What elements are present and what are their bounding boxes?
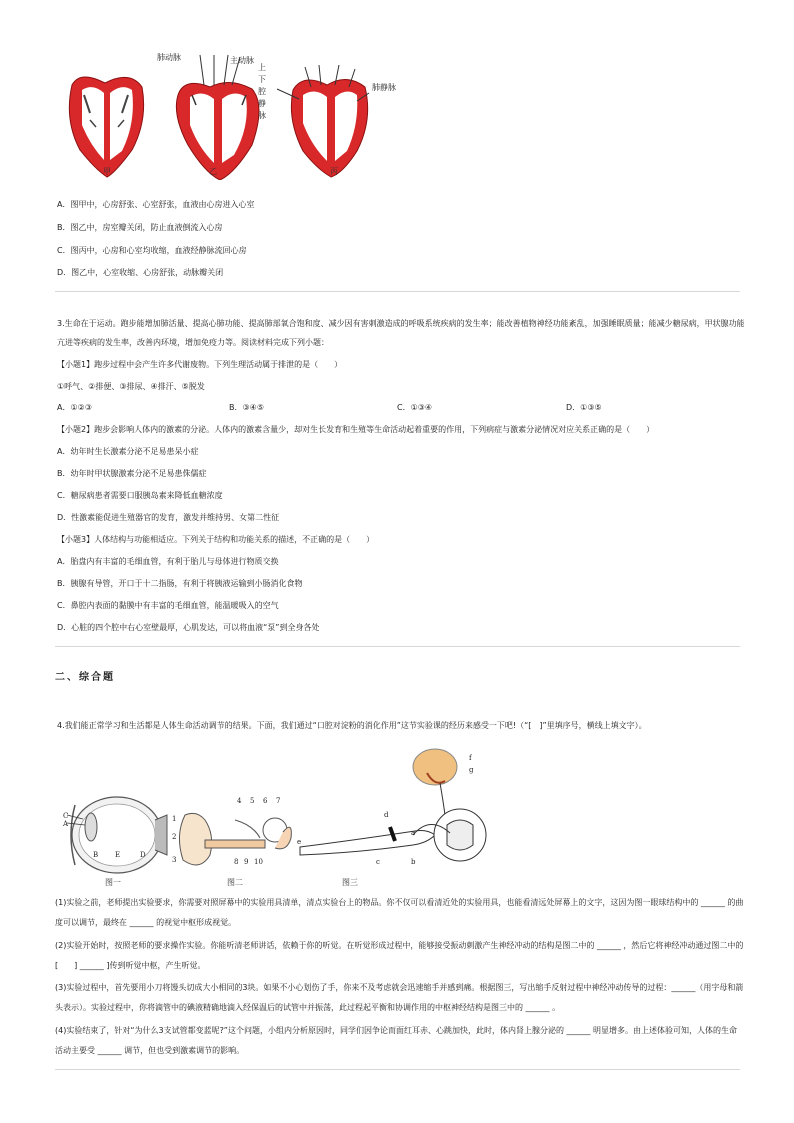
reflex-label-b: b — [411, 858, 416, 866]
ear-label-5: 5 — [250, 797, 255, 805]
q2-option-a: A．图甲中，心房舒张、心室舒张，血液由心房进入心室 — [57, 200, 255, 209]
q3-sub3-option-b: B．胰腺有导管，开口于十二指肠，有利于将胰液运输到小肠消化食物 — [57, 579, 303, 588]
q2-option-c: C．图丙中，心房和心室均收缩，血液经静脉流回心房 — [57, 246, 247, 255]
divider — [55, 646, 740, 647]
q3-sub2-option-c: C．糖尿病患者需要口服胰岛素来降低血糖浓度 — [57, 491, 223, 500]
ear-label-8: 8 — [234, 858, 239, 866]
divider — [55, 1069, 740, 1070]
ear-label-4: 4 — [237, 797, 242, 805]
q3-intro: 3.生命在于运动。跑步能增加肺活量、提高心肺功能、提高肺部氧合饱和度、减少因有害刺激造成的呼吸系统疾病的发生率；能改善植物神经功能紊乱，加强睡眠质量；能减少糖尿病，甲状腺功能亢进等疾病的发生率，改善内环境，增加免疫力等。阅读材料完成下列小题： — [57, 319, 745, 347]
ear-label-7: 7 — [276, 797, 281, 805]
reflex-label-g: g — [469, 766, 474, 774]
caption-figure1: 图一 — [105, 878, 121, 887]
q2-option-d: D．图乙中，心室收缩、心房舒张，动脉瓣关闭 — [57, 268, 224, 277]
q3-sub1-items: ①呼气、②排便、③排尿、④排汗、⑤脱发 — [57, 382, 205, 391]
q3-sub1-option-d: D．①③⑤ — [566, 403, 602, 412]
reflex-label-c: c — [376, 858, 380, 866]
q3-sub3-option-c: C．鼻腔内表面的黏膜中有丰富的毛细血管，能温暖吸入的空气 — [57, 601, 279, 610]
heart-jia — [69, 77, 143, 177]
ear-label-1: 1 — [172, 815, 177, 823]
ear-label-2: 2 — [172, 833, 177, 841]
ear-label-6: 6 — [263, 797, 268, 805]
reflex-arc-diagram — [300, 749, 486, 861]
q4-part1: (1)实验之前，老师提出实验要求，你需要对照屏幕中的实验用具清单，清点实验台上的物品。你不仅可以看清近处的实验用具，也能看清远处屏幕上的文字，这因为图一眼球结构中的 ______ 的曲度可以调节，最终在 ______ 的视觉中枢形成视觉。 — [55, 898, 744, 927]
q3-sub3-option-d: D．心脏的四个腔中右心室壁最厚，心肌发达，可以将血液“泵”到全身各处 — [57, 623, 320, 632]
ear-label-3: 3 — [172, 856, 177, 864]
caption-yi: 乙 — [209, 167, 217, 176]
reflex-label-d: d — [384, 811, 389, 819]
q3-sub2-stem: 【小题2】跑步会影响人体内的激素的分泌。人体内的激素含量少，却对生长发育和生殖等生命活动起着重要的作用，下列病症与激素分泌情况对应关系正确的是（ ） — [57, 425, 655, 434]
eye-diagram — [67, 797, 167, 873]
q4-part4: (4)实验结束了，针对“为什么3支试管都变蓝呢?”这个问题，小组内分析原因时，同学们因争论而面红耳赤、心跳加快，此时，体内肾上腺分泌的 ______ 明显增多。由上述体验可知，人体的生命活动主要受 ______ 调节，但也受到激素调节的影响。 — [55, 1026, 738, 1055]
label-vena-cava: 上下腔静脉 — [258, 63, 266, 120]
eye-label-e: E — [115, 851, 121, 859]
q3-sub1-option-a: A．①②③ — [57, 403, 92, 412]
q3-sub2-option-d: D．性激素能促进生殖器官的发育，激发并维持男、女第二性征 — [57, 513, 280, 522]
label-pulmonary-vein: 肺静脉 — [372, 83, 396, 92]
eye-label-d: D — [140, 851, 146, 859]
section-title: 二、综合题 — [55, 672, 115, 683]
q4-intro: 4.我们能正常学习和生活都是人体生命活动调节的结果。下面，我们通过“口腔对淀粉的消化作用”这节实验课的经历来感受一下吧!（“[ ]”里填序号，横线上填文字）。 — [57, 721, 647, 730]
q2-option-b: B．图乙中，房室瓣关闭，防止血液倒流入心房 — [57, 223, 223, 232]
label-pulmonary-artery: 肺动脉 — [157, 53, 181, 62]
q4-part2: (2)实验开始时，按照老师的要求操作实验。你能听清老师讲话，依赖于你的听觉。在听觉形成过程中，能够接受振动刺激产生神经冲动的结构是图二中的 ______ ，然后它将神经冲动通过图二中的[ ] ______ ]传到听觉中枢，产生听觉。 — [55, 941, 744, 970]
eye-label-a: A — [63, 820, 69, 828]
caption-jia: 甲 — [103, 167, 111, 176]
ear-label-10: 10 — [254, 858, 263, 866]
caption-figure2: 图二 — [227, 878, 243, 887]
label-aorta: 主动脉 — [230, 56, 254, 65]
nervous-system-figures — [55, 745, 495, 875]
reflex-label-a: a — [411, 829, 416, 837]
reflex-label-f: f — [469, 754, 472, 762]
q3-sub3-stem: 【小题3】人体结构与功能相适应。下列关于结构和功能关系的描述，不正确的是（ ） — [57, 535, 375, 544]
ear-label-9: 9 — [244, 858, 249, 866]
q3-sub3-option-a: A．胎盘内有丰富的毛细血管，有利于胎儿与母体进行物质交换 — [57, 557, 279, 566]
caption-figure3: 图三 — [342, 878, 358, 887]
q3-sub2-option-b: B．幼年时甲状腺激素分泌不足易患侏儒症 — [57, 469, 207, 478]
q3-sub1-option-c: C．①③④ — [397, 403, 433, 412]
q3-sub1-option-b: B．③④⑤ — [229, 403, 265, 412]
eye-label-c: C — [63, 812, 69, 820]
caption-bing: 丙 — [330, 167, 338, 176]
q3-sub2-option-a: A．幼年时生长激素分泌不足易患呆小症 — [57, 447, 199, 456]
eye-label-b: B — [93, 851, 99, 859]
heart-bing — [277, 65, 369, 177]
reflex-label-e: e — [297, 838, 302, 846]
divider — [55, 291, 740, 292]
q3-sub1-stem: 【小题1】跑步过程中会产生许多代谢废物。下列生理活动属于排泄的是（ ） — [57, 360, 343, 369]
heart-yi — [176, 55, 259, 180]
q4-part3: (3)实验过程中，首先要用小刀将馒头切成大小相同的3块。如果不小心划伤了手，你来不及考虑就会迅速缩手并感到痛。根据图三，写出缩手反射过程中神经冲动传导的过程：______（用字母和箭头表示）。实验过程中，你将滴管中的碘液精确地滴入经保温后的试管中并振荡，此过程起平衡和协调作用的中枢神经结构是图三中的 ______ 。 — [55, 983, 744, 1012]
